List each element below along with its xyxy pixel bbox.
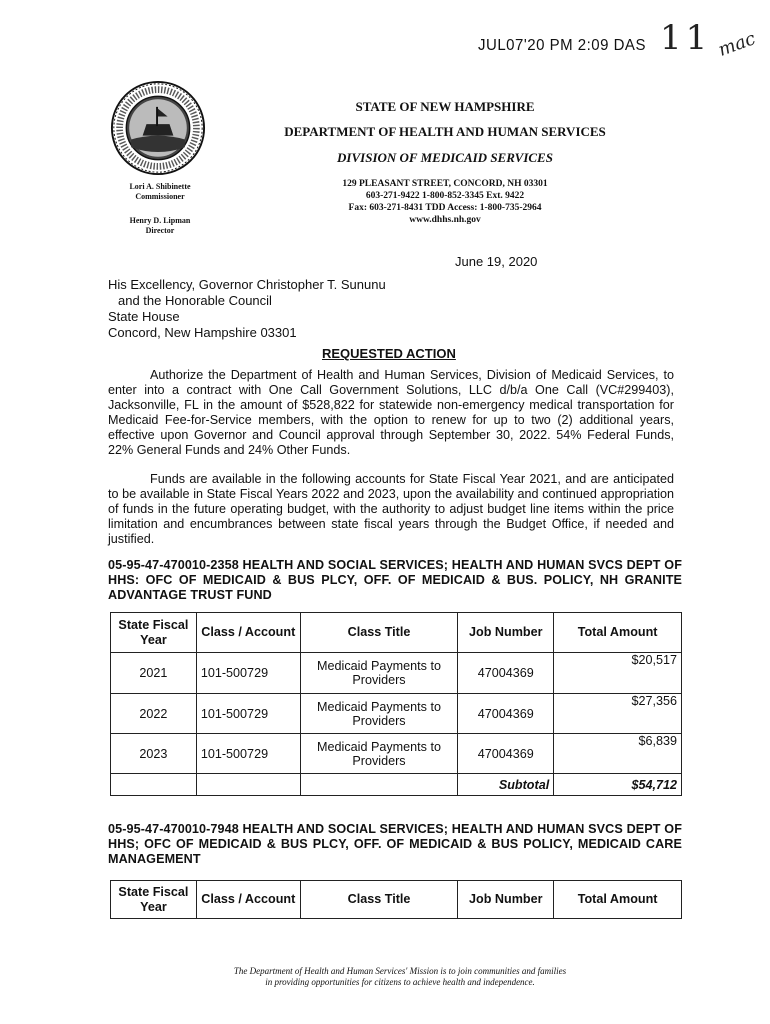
account1-table — [110, 612, 682, 796]
cell-account: 101-500729 — [196, 694, 300, 734]
cell-empty — [196, 774, 300, 796]
column-header: Class Title — [300, 881, 458, 919]
addressee-line: State House — [108, 309, 180, 324]
column-header: Class Title — [300, 613, 458, 653]
cell-empty — [111, 774, 197, 796]
column-header: Total Amount — [554, 881, 682, 919]
table-row — [111, 653, 682, 694]
handwritten-mark: 11 — [660, 18, 712, 58]
column-header: Job Number — [458, 613, 554, 653]
account1-heading: 05-95-47-470010-2358 HEALTH AND SOCIAL SERVICES; HEALTH AND HUMAN SVCS DEPT OF HHS: OFC OF MEDICAID & BUS PLCY, OFF. OF MEDICAID & BUS. POLICY, NH GRANITE ADVANTAGE TRUST FUND — [108, 558, 682, 602]
official-title: Director — [145, 226, 175, 235]
cell-amount: $27,356 — [554, 694, 682, 734]
cell-job-number: 47004369 — [458, 694, 554, 734]
column-header: Class / Account — [196, 613, 300, 653]
official-title: Commissioner — [135, 192, 185, 201]
letter-date: June 19, 2020 — [455, 254, 538, 269]
column-header: Total Amount — [554, 613, 682, 653]
column-header: Job Number — [458, 881, 554, 919]
account2-table — [110, 880, 682, 919]
letterhead-fax: Fax: 603-271-8431 TDD Access: 1-800-735-2964 — [348, 203, 542, 213]
cell-year: 2022 — [111, 694, 197, 734]
official-name: Henry D. Lipman — [129, 216, 191, 225]
footer-line: in providing opportunities for citizens to achieve health and independence. — [265, 977, 535, 987]
cell-class-title: Medicaid Payments to Providers — [300, 653, 458, 694]
official-director — [110, 216, 210, 236]
cell-job-number: 47004369 — [458, 734, 554, 774]
letterhead-contact — [270, 178, 620, 226]
cell-year: 2023 — [111, 734, 197, 774]
table-row — [111, 694, 682, 734]
official-name: Lori A. Shibinette — [129, 182, 191, 191]
subtotal-row — [111, 774, 682, 796]
column-header: State Fiscal Year — [111, 613, 197, 653]
column-header: Class / Account — [196, 881, 300, 919]
letterhead-division: DIVISION OF MEDICAID SERVICES — [337, 150, 553, 165]
cell-amount: $6,839 — [554, 734, 682, 774]
account2-heading: 05-95-47-470010-7948 HEALTH AND SOCIAL SERVICES; HEALTH AND HUMAN SVCS DEPT OF HHS; OFC OF MEDICAID & BUS PLCY, OFF. OF MEDICAID & BUS POLICY, MEDICAID CARE MANAGEMENT — [108, 822, 682, 866]
cell-class-title: Medicaid Payments to Providers — [300, 694, 458, 734]
letterhead-state: STATE OF NEW HAMPSHIRE — [355, 99, 535, 114]
cell-job-number: 47004369 — [458, 653, 554, 694]
cell-year: 2021 — [111, 653, 197, 694]
subtotal-amount: $54,712 — [554, 774, 682, 796]
mission-footer — [180, 966, 620, 988]
letterhead-web: www.dhhs.nh.gov — [409, 215, 481, 225]
requested-action-paragraph: Authorize the Department of Health and Human Services, Division of Medicaid Services, to enter into a contract with One Call Government Solutions, LLC d/b/a One Call (VC#299403), Jacksonville, FL in the amount of $528,822 for statewide non-emergency medical transportation for Medicaid Fee-for-Service members, with the option to renew for up to two (2) additional years, effective upon Governor and Council approval through September 30, 2022. 54% Federal Funds, 22% General Funds and 24% Other Funds. — [108, 368, 674, 457]
cell-account: 101-500729 — [196, 653, 300, 694]
letterhead-department: DEPARTMENT OF HEALTH AND HUMAN SERVICES — [284, 124, 606, 139]
cell-empty — [300, 774, 458, 796]
table-row — [111, 734, 682, 774]
requested-action-heading: REQUESTED ACTION — [322, 346, 456, 361]
cell-amount: $20,517 — [554, 653, 682, 694]
funding-paragraph: Funds are available in the following accounts for State Fiscal Year 2021, and are anticipated to be available in State Fiscal Years 2022 and 2023, upon the availability and continued appropriation of funds in the future operating budget, with the authority to adjust budget line items within the price limitation and encumbrances between state fiscal years through the Budget Office, if needed and justified. — [108, 472, 674, 546]
column-header: State Fiscal Year — [111, 881, 197, 919]
handwritten-initials: mac — [715, 28, 759, 61]
subtotal-label: Subtotal — [458, 774, 554, 796]
letterhead-address: 129 PLEASANT STREET, CONCORD, NH 03301 — [342, 179, 548, 189]
received-stamp: JUL07'20 PM 2:09 DAS — [478, 36, 646, 55]
cell-class-title: Medicaid Payments to Providers — [300, 734, 458, 774]
addressee-line: and the Honorable Council — [118, 293, 272, 308]
table-header-row — [111, 613, 682, 653]
letterhead-phone: 603-271-9422 1-800-852-3345 Ext. 9422 — [365, 191, 525, 201]
cell-account: 101-500729 — [196, 734, 300, 774]
addressee-line: Concord, New Hampshire 03301 — [108, 325, 297, 340]
addressee-block — [108, 277, 386, 341]
addressee-line: His Excellency, Governor Christopher T. Sununu — [108, 277, 386, 292]
official-commissioner — [110, 182, 210, 202]
footer-line: The Department of Health and Human Services' Mission is to join communities and families — [233, 966, 567, 976]
state-seal-icon — [110, 80, 206, 176]
table-header-row — [111, 881, 682, 919]
